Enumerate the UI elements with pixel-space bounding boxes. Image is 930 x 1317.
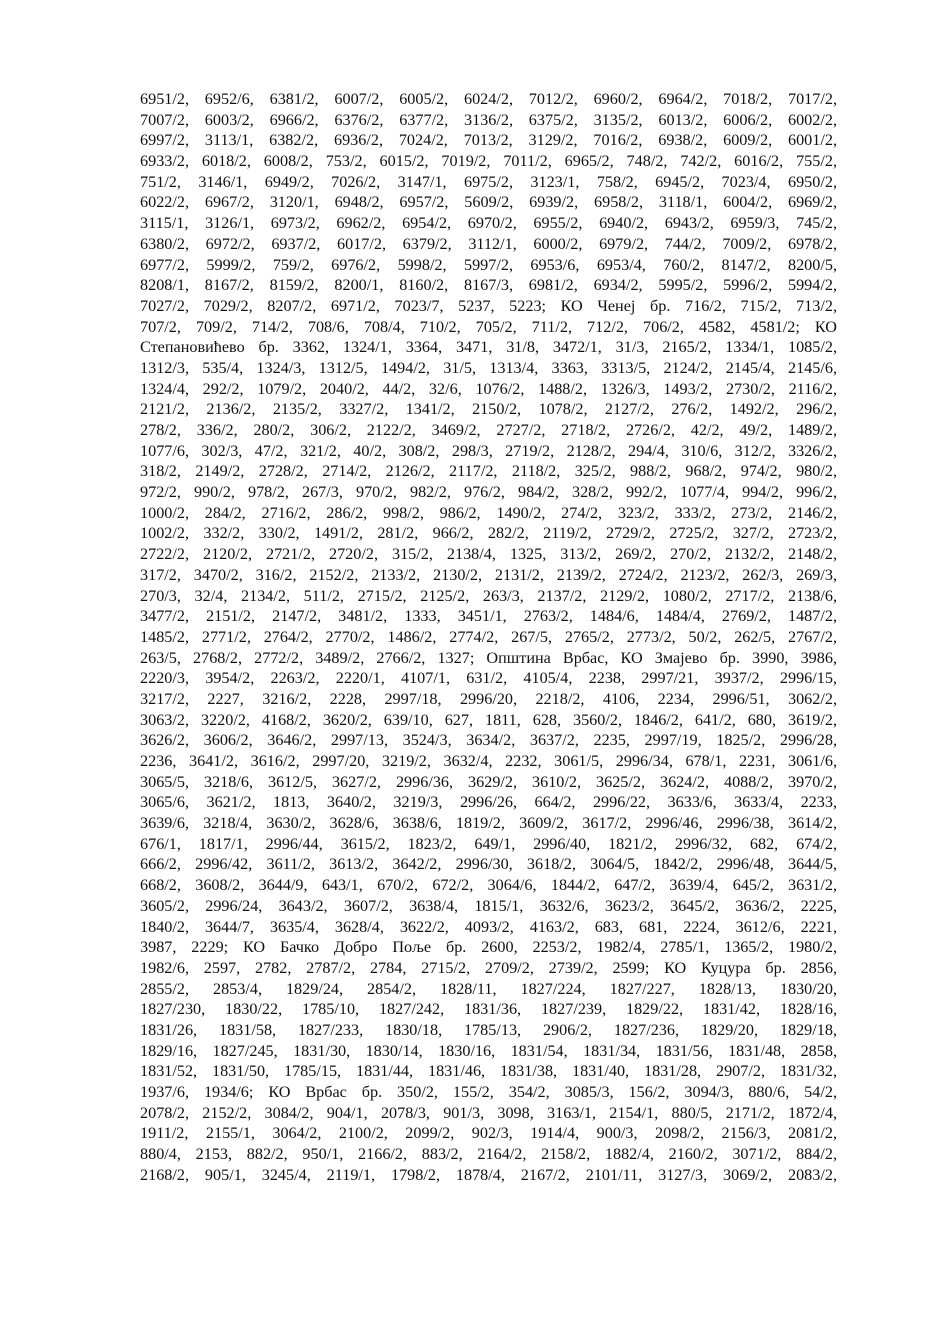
text-line: 972/2, 990/2, 978/2, 267/3, 970/2, 982/2, 976/2, 984/2, 328/2, 992/2, 1077/4, 994/2, 996/2, [140, 483, 837, 502]
text-line: 668/2, 3608/2, 3644/9, 643/1, 670/2, 672/2, 3064/6, 1844/2, 647/2, 3639/4, 645/2, 3631/2, [140, 876, 837, 895]
text-line: 1937/6, 1934/6; КО Врбас бр. 350/2, 155/2, 354/2, 3085/3, 156/2, 3094/3, 880/6, 54/2, [140, 1083, 837, 1101]
text-line: 3115/1, 3126/1, 6973/2, 6962/2, 6954/2, 6970/2, 6955/2, 6940/2, 6943/2, 6959/3, 745/2, [140, 214, 837, 233]
text-line: 1831/52, 1831/50, 1785/15, 1831/44, 1831/46, 1831/38, 1831/40, 1831/28, 2907/2, 1831/32, [140, 1062, 837, 1081]
text-line: 278/2, 336/2, 280/2, 306/2, 2122/2, 3469/2, 2727/2, 2718/2, 2726/2, 42/2, 49/2, 1489/2, [140, 421, 837, 439]
text-line: 751/2, 3146/1, 6949/2, 7026/2, 3147/1, 6975/2, 3123/1, 758/2, 6945/2, 7023/4, 6950/2, [140, 172, 837, 191]
text-line: 2078/2, 2152/2, 3084/2, 904/1, 2078/3, 901/3, 3098, 3163/1, 2154/1, 880/5, 2171/2, 1872/4, [140, 1103, 837, 1122]
text-line: 1831/26, 1831/58, 1827/233, 1830/18, 1785/13, 2906/2, 1827/236, 1829/20, 1829/18, [140, 1020, 837, 1039]
text-line: 6933/2, 6018/2, 6008/2, 753/2, 6015/2, 7019/2, 7011/2, 6965/2, 748/2, 742/2, 6016/2, 755/2, [140, 152, 837, 171]
text-line: 1312/3, 535/4, 1324/3, 1312/5, 1494/2, 31/5, 1313/4, 3363, 3313/5, 2124/2, 2145/4, 2145/6, [140, 358, 837, 377]
text-line: 270/3, 32/4, 2134/2, 511/2, 2715/2, 2125/2, 263/3, 2137/2, 2129/2, 1080/2, 2717/2, 2138/6, [140, 586, 837, 605]
text-line: 2236, 3641/2, 3616/2, 2997/20, 3219/2, 3632/4, 2232, 3061/5, 2996/34, 678/1, 2231, 3061/6, [140, 752, 837, 770]
text-line: 880/4, 2153, 882/2, 950/1, 2166/2, 883/2, 2164/2, 2158/2, 1882/4, 2160/2, 3071/2, 884/2, [140, 1145, 837, 1164]
text-line: 6977/2, 5999/2, 759/2, 6976/2, 5998/2, 5997/2, 6953/6, 6953/4, 760/2, 8147/2, 8200/5, [140, 255, 837, 274]
text-line: 2220/3, 3954/2, 2263/2, 2220/1, 4107/1, 631/2, 4105/4, 2238, 2997/21, 3937/2, 2996/15, [140, 669, 837, 688]
text-line: 1840/2, 3644/7, 3635/4, 3628/4, 3622/2, 4093/2, 4163/2, 683, 681, 2224, 3612/6, 2221, [140, 917, 837, 936]
text-line: 317/2, 3470/2, 316/2, 2152/2, 2133/2, 2130/2, 2131/2, 2139/2, 2724/2, 2123/2, 262/3, 269/3, [140, 565, 837, 584]
text-line: 1000/2, 284/2, 2716/2, 286/2, 998/2, 986/2, 1490/2, 274/2, 323/2, 333/2, 273/2, 2146/2, [140, 503, 837, 522]
text-line: 707/2, 709/2, 714/2, 708/6, 708/4, 710/2, 705/2, 711/2, 712/2, 706/2, 4582, 4581/2; КО [140, 317, 837, 336]
text-line: 3217/2, 2227, 3216/2, 2228, 2997/18, 2996/20, 2218/2, 4106, 2234, 2996/51, 3062/2, [140, 689, 837, 708]
text-line: 8208/1, 8167/2, 8159/2, 8200/1, 8160/2, 8167/3, 6981/2, 6934/2, 5995/2, 5996/2, 5994/2, [140, 276, 837, 295]
text-line: 3626/2, 3606/2, 3646/2, 2997/13, 3524/3, 3634/2, 3637/2, 2235, 2997/19, 1825/2, 2996/28, [140, 731, 837, 750]
text-line: 6951/2, 6952/6, 6381/2, 6007/2, 6005/2, 6024/2, 7012/2, 6960/2, 6964/2, 7018/2, 7017/2, [140, 90, 837, 108]
text-line: 3063/2, 3220/2, 4168/2, 3620/2, 639/10, 627, 1811, 628, 3560/2, 1846/2, 641/2, 680, 3619/2, [140, 710, 837, 729]
text-line: 666/2, 2996/42, 3611/2, 3613/2, 3642/2, 2996/30, 3618/2, 3064/5, 1842/2, 2996/48, 3644/5, [140, 855, 837, 874]
text-line: 1911/2, 2155/1, 3064/2, 2100/2, 2099/2, 902/3, 1914/4, 900/3, 2098/2, 2156/3, 2081/2, [140, 1124, 837, 1143]
text-line: 3477/2, 2151/2, 2147/2, 3481/2, 1333, 3451/1, 2763/2, 1484/6, 1484/4, 2769/2, 1487/2, [140, 607, 837, 626]
text-line: 676/1, 1817/1, 2996/44, 3615/2, 1823/2, 649/1, 2996/40, 1821/2, 2996/32, 682, 674/2, [140, 834, 837, 853]
body-text [140, 89, 837, 1185]
text-line: 7007/2, 6003/2, 6966/2, 6376/2, 6377/2, 3136/2, 6375/2, 3135/2, 6013/2, 6006/2, 6002/2, [140, 110, 837, 129]
text-line: 1324/4, 292/2, 1079/2, 2040/2, 44/2, 32/6, 1076/2, 1488/2, 1326/3, 1493/2, 2730/2, 2116/2, [140, 379, 837, 398]
text-line: 7027/2, 7029/2, 8207/2, 6971/2, 7023/7, 5237, 5223; КО Ченеј бр. 716/2, 715/2, 713/2, [140, 296, 837, 315]
text-line: 6997/2, 3113/1, 6382/2, 6936/2, 7024/2, 7013/2, 3129/2, 7016/2, 6938/2, 6009/2, 6001/2, [140, 131, 837, 150]
text-line: 6380/2, 6972/2, 6937/2, 6017/2, 6379/2, 3112/1, 6000/2, 6979/2, 744/2, 7009/2, 6978/2, [140, 234, 837, 253]
text-line: 1077/6, 302/3, 47/2, 321/2, 40/2, 308/2, 298/3, 2719/2, 2128/2, 294/4, 310/6, 312/2, 3326/2, [140, 441, 837, 460]
text-line: 6022/2, 6967/2, 3120/1, 6948/2, 6957/2, 5609/2, 6939/2, 6958/2, 3118/1, 6004/2, 6969/2, [140, 193, 837, 212]
text-line: 318/2, 2149/2, 2728/2, 2714/2, 2126/2, 2117/2, 2118/2, 325/2, 988/2, 968/2, 974/2, 980/2, [140, 462, 837, 481]
text-line: Степановићево бр. 3362, 1324/1, 3364, 3471, 31/8, 3472/1, 31/3, 2165/2, 1334/1, 1085/2, [140, 338, 837, 357]
text-line: 1485/2, 2771/2, 2764/2, 2770/2, 1486/2, 2774/2, 267/5, 2765/2, 2773/2, 50/2, 262/5, 2767/2, [140, 627, 837, 646]
text-line: 2722/2, 2120/2, 2721/2, 2720/2, 315/2, 2138/4, 1325, 313/2, 269/2, 270/2, 2132/2, 2148/2, [140, 545, 837, 564]
text-line: 2121/2, 2136/2, 2135/2, 3327/2, 1341/2, 2150/2, 1078/2, 2127/2, 276/2, 1492/2, 296/2, [140, 400, 837, 419]
text-line: 1002/2, 332/2, 330/2, 1491/2, 281/2, 966/2, 282/2, 2119/2, 2729/2, 2725/2, 327/2, 2723/2, [140, 524, 837, 543]
text-line: 1827/230, 1830/22, 1785/10, 1827/242, 1831/36, 1827/239, 1829/22, 1831/42, 1828/16, [140, 1000, 837, 1019]
text-line: 3605/2, 2996/24, 3643/2, 3607/2, 3638/4, 1815/1, 3632/6, 3623/2, 3645/2, 3636/2, 2225, [140, 896, 837, 915]
text-line: 2168/2, 905/1, 3245/4, 2119/1, 1798/2, 1878/4, 2167/2, 2101/11, 3127/3, 3069/2, 2083/2, [140, 1165, 837, 1184]
text-line: 263/5, 2768/2, 2772/2, 3489/2, 2766/2, 1327; Општина Врбас, КО Змајево бр. 3990, 3986, [140, 648, 837, 667]
text-line: 3639/6, 3218/4, 3630/2, 3628/6, 3638/6, 1819/2, 3609/2, 3617/2, 2996/46, 2996/38, 3614/2, [140, 814, 837, 833]
text-line: 1982/6, 2597, 2782, 2787/2, 2784, 2715/2, 2709/2, 2739/2, 2599; КО Куцура бр. 2856, [140, 958, 837, 977]
text-line: 3987, 2229; КО Бачко Добро Поље бр. 2600, 2253/2, 1982/4, 2785/1, 1365/2, 1980/2, [140, 938, 837, 957]
text-line: 3065/5, 3218/6, 3612/5, 3627/2, 2996/36, 3629/2, 3610/2, 3625/2, 3624/2, 4088/2, 3970/2, [140, 772, 837, 791]
text-line: 2855/2, 2853/4, 1829/24, 2854/2, 1828/11, 1827/224, 1827/227, 1828/13, 1830/20, [140, 979, 837, 998]
text-line: 3065/6, 3621/2, 1813, 3640/2, 3219/3, 2996/26, 664/2, 2996/22, 3633/6, 3633/4, 2233, [140, 793, 837, 812]
text-line: 1829/16, 1827/245, 1831/30, 1830/14, 1830/16, 1831/54, 1831/34, 1831/56, 1831/48, 2858, [140, 1041, 837, 1060]
